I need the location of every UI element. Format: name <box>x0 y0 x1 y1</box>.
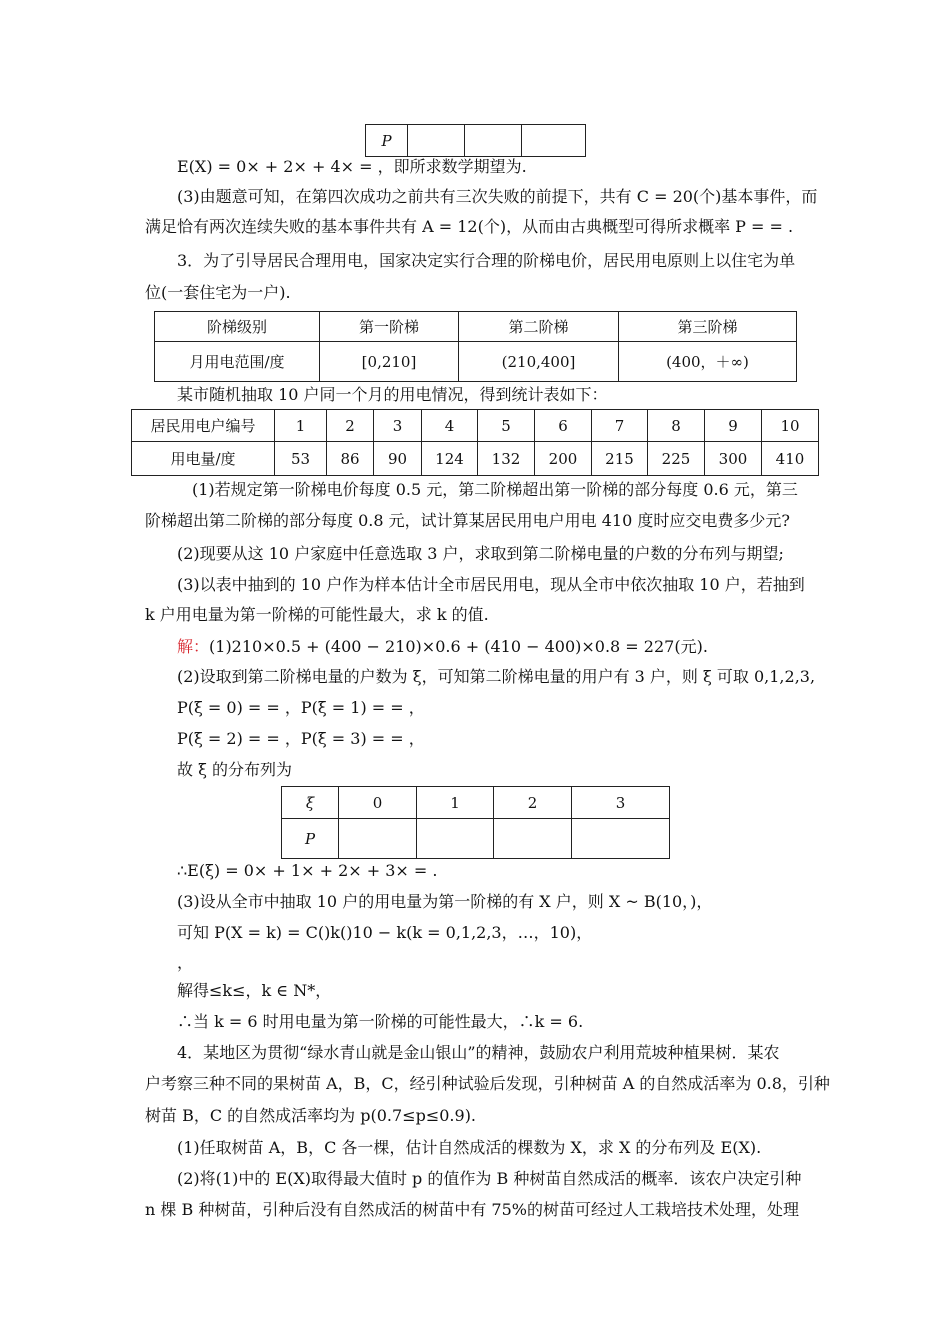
table-cell: 2 <box>494 787 572 819</box>
text-line: 阶梯超出第二阶梯的部分每度 0.8 元，试计算某居民用电户用电 410 度时应交电费多少元? <box>145 511 790 530</box>
table-header: 第一阶梯 <box>320 312 459 342</box>
table-cell: (210,400] <box>459 342 619 382</box>
text-line: (2)将(1)中的 E(X)取得最大值时 p 的值作为 B 种树苗自然成活的概率．该农户决定引种 <box>177 1169 802 1188</box>
table-cell: 1 <box>417 787 494 819</box>
table-header: 用电量/度 <box>132 442 275 476</box>
text-line: 满足恰有两次连续失败的基本事件共有 A = 12(个)，从而由古典概型可得所求概率 P = = . <box>145 217 794 236</box>
text-line: k 户用电量为第一阶梯的可能性最大，求 k 的值. <box>145 605 489 624</box>
table-cell: 225 <box>648 442 705 476</box>
table-cell: 200 <box>535 442 592 476</box>
table-header: 阶梯级别 <box>155 312 320 342</box>
text-line: ， <box>177 953 194 972</box>
table-header: ξ <box>282 787 339 819</box>
solution-line <box>177 636 708 658</box>
table-cell: 124 <box>422 442 478 476</box>
table-cell: [0,210] <box>320 342 459 382</box>
table-cell: 7 <box>592 410 648 442</box>
tier-table <box>154 311 797 382</box>
table-cell: (400，＋∞) <box>619 342 797 382</box>
text-line: ∴当 k = 6 时用电量为第一阶梯的可能性最大，∴k = 6. <box>177 1012 584 1031</box>
table-cell <box>494 819 572 859</box>
text-line: (3)设从全市中抽取 10 户的用电量为第一阶梯的有 X 户，则 X ~ B(10，)， <box>177 892 713 911</box>
text-line: 解得≤k≤，k ∈ N*， <box>177 981 332 1000</box>
text-line: P(ξ = 0) = = ，P(ξ = 1) = = ， <box>177 698 425 717</box>
text-line: (2)设取到第二阶梯电量的户数为 ξ，可知第二阶梯电量的用户有 3 户，则 ξ 可取 0,1,2,3, <box>177 667 816 686</box>
table-cell: 1 <box>275 410 327 442</box>
xi-distribution-table <box>281 786 670 859</box>
table-cell <box>465 125 522 157</box>
text-line: (3)由题意可知，在第四次成功之前共有三次失败的前提下，共有 C = 20(个)基本事件，而 <box>177 187 818 206</box>
text-line: n 棵 B 种树苗，引种后没有自然成活的树苗中有 75%的树苗可经过人工栽培技术处理，处理 <box>145 1200 799 1219</box>
table-cell: 5 <box>478 410 535 442</box>
text-line: 树苗 B，C 的自然成活率均为 p(0.7≤p≤0.9). <box>145 1106 477 1125</box>
table-cell: 9 <box>705 410 762 442</box>
solution-text: (1)210×0.5 + (400 − 210)×0.6 + (410 − 400)×0.8 = 227(元). <box>209 637 708 656</box>
table-cell: 86 <box>327 442 374 476</box>
text-line: 某市随机抽取 10 户同一个月的用电情况，得到统计表如下： <box>177 385 608 404</box>
text-line: 故 ξ 的分布列为 <box>177 760 292 779</box>
table-cell: 3 <box>572 787 670 819</box>
table-header: 居民用电户编号 <box>132 410 275 442</box>
table-cell: 0 <box>339 787 417 819</box>
text-line: (1)任取树苗 A，B，C 各一棵，估计自然成活的棵数为 X，求 X 的分布列及 E(X). <box>177 1138 762 1157</box>
top-distribution-table <box>365 124 586 157</box>
table-cell: 3 <box>374 410 422 442</box>
table-cell: 90 <box>374 442 422 476</box>
expectation-line: E(X) = 0× + 2× + 4× = ，即所求数学期望为. <box>177 157 527 176</box>
text-line: (1)若规定第一阶梯电价每度 0.5 元，第二阶梯超出第一阶梯的部分每度 0.6 元，第三 <box>192 480 798 499</box>
table-cell <box>522 125 586 157</box>
table-header: 第二阶梯 <box>459 312 619 342</box>
text-line: ∴E(ξ) = 0× + 1× + 2× + 3× = . <box>177 861 438 880</box>
usage-table <box>131 409 819 476</box>
table-cell <box>417 819 494 859</box>
table-cell <box>408 125 465 157</box>
table-cell: 215 <box>592 442 648 476</box>
text-line: 位(一套住宅为一户). <box>145 283 291 302</box>
table-cell: 300 <box>705 442 762 476</box>
table-cell <box>572 819 670 859</box>
text-line: P(ξ = 2) = = ，P(ξ = 3) = = ， <box>177 729 425 748</box>
solution-label: 解： <box>177 637 210 656</box>
table-cell: 132 <box>478 442 535 476</box>
table-cell: 8 <box>648 410 705 442</box>
text-line: (3)以表中抽到的 10 户作为样本估计全市居民用电，现从全市中依次抽取 10 户，若抽到 <box>177 575 805 594</box>
text-line: 可知 P(X = k) = C()k()10 − k(k = 0,1,2,3，…，10)， <box>177 923 593 942</box>
table-cell: 10 <box>762 410 819 442</box>
table-cell-label: P <box>366 125 408 157</box>
table-header: 第三阶梯 <box>619 312 797 342</box>
table-cell: 4 <box>422 410 478 442</box>
table-header: P <box>282 819 339 859</box>
table-cell: 53 <box>275 442 327 476</box>
table-cell: 6 <box>535 410 592 442</box>
text-line: 户考察三种不同的果树苗 A，B，C，经引种试验后发现，引种树苗 A 的自然成活率为 0.8，引种 <box>145 1074 830 1093</box>
text-line: (2)现要从这 10 户家庭中任意选取 3 户，求取到第二阶梯电量的户数的分布列与期望; <box>177 544 784 563</box>
problem-3-line: 3．为了引导居民合理用电，国家决定实行合理的阶梯电价，居民用电原则上以住宅为单 <box>177 251 796 270</box>
table-cell: 月用电范围/度 <box>155 342 320 382</box>
table-cell: 2 <box>327 410 374 442</box>
problem-4-line: 4．某地区为贯彻“绿水青山就是金山银山”的精神，鼓励农户利用荒坡种植果树．某农 <box>177 1043 780 1062</box>
table-cell: 410 <box>762 442 819 476</box>
table-cell <box>339 819 417 859</box>
